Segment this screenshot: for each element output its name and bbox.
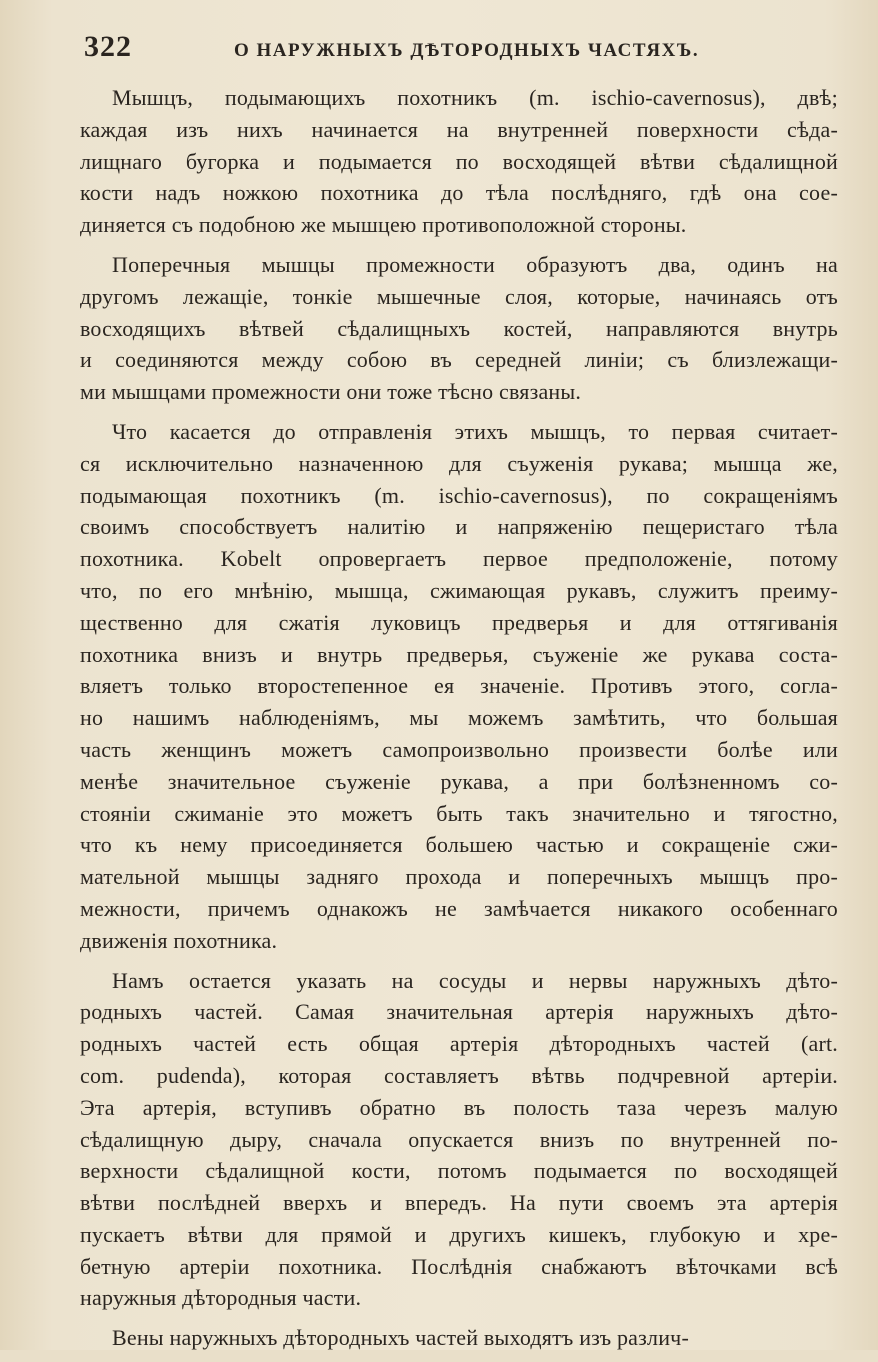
- text-line: Что касается до отправленія этихъ мышцъ, то первая считает-: [112, 418, 838, 444]
- text-line: щественно для сжатія луковицъ предверья и для оттягиванія: [80, 609, 838, 635]
- text-line: сѣдалищную дыру, сначала опускается внизъ по внутренней по-: [80, 1126, 838, 1152]
- page-number: 322: [84, 30, 132, 63]
- text-line: пускаетъ вѣтви для прямой и другихъ кишекъ, глубокую и хре-: [80, 1221, 838, 1247]
- paragraph: [80, 249, 838, 408]
- text-line: восходящихъ вѣтвей сѣдалищныхъ костей, направляются внутрь: [80, 315, 838, 341]
- text-line: Вены наружныхъ дѣтородныхъ частей выходятъ изъ различ-: [112, 1325, 689, 1351]
- text-line: ми мышцами промежности они тоже тѣсно связаны.: [80, 379, 582, 405]
- body-text: [80, 82, 838, 1362]
- text-line: Намъ остается указать на сосуды и нервы наружныхъ дѣто-: [112, 967, 838, 993]
- text-line: другомъ лежащіе, тонкіе мышечные слоя, которые, начинаясь отъ: [80, 283, 838, 309]
- running-title: О НАРУЖНЫХЪ ДѢТОРОДНЫХЪ ЧАСТЯХЪ.: [234, 40, 700, 61]
- paragraph: [80, 82, 838, 241]
- text-line: стояніи сжиманіе это можетъ быть такъ значительно и тягостно,: [80, 800, 838, 826]
- text-line: com. pudenda), которая составляетъ вѣтвь подчревной артеріи.: [80, 1062, 838, 1088]
- text-line: каждая изъ нихъ начинается на внутренней поверхности сѣда-: [80, 116, 838, 142]
- text-line: ся исключительно назначенною для съуженія рукава; мышца же,: [80, 450, 838, 476]
- text-line: но нашимъ наблюденіямъ, мы можемъ замѣтить, что большая: [80, 705, 838, 731]
- text-line: Поперечныя мышцы промежности образуютъ два, одинъ на: [112, 251, 838, 277]
- text-line: похотника внизъ и внутрь предверья, съуженіе же рукава соста-: [80, 641, 838, 667]
- text-line: бетную артеріи похотника. Послѣднія снабжаютъ вѣточками всѣ: [80, 1253, 838, 1279]
- text-line: своимъ способствуетъ налитію и напряженію пещеристаго тѣла: [80, 514, 838, 540]
- paragraph: [80, 1322, 838, 1354]
- text-line: вляетъ только второстепенное ея значеніе. Противъ этого, согла-: [80, 673, 838, 699]
- text-line: и соединяются между собою въ середней линіи; съ близлежащи-: [80, 347, 838, 373]
- text-line: мательной мышцы задняго прохода и поперечныхъ мышцъ про-: [80, 864, 838, 890]
- text-line: Эта артерія, вступивъ обратно въ полость таза черезъ малую: [80, 1094, 838, 1120]
- text-line: кости надъ ножкою похотника до тѣла послѣдняго, гдѣ она сое-: [80, 180, 838, 206]
- page-header: [84, 30, 824, 70]
- paragraph: [80, 416, 838, 957]
- text-line: верхности сѣдалищной кости, потомъ подымается по восходящей: [80, 1158, 838, 1184]
- text-line: наружныя дѣтородныя части.: [80, 1285, 362, 1311]
- text-line: Мышцъ, подымающихъ похотникъ (m. ischio-cavernosus), двѣ;: [112, 85, 838, 110]
- paragraph: [80, 965, 838, 1315]
- text-line: межности, причемъ однакожъ не замѣчается никакого особеннаго: [80, 895, 838, 921]
- text-line: часть женщинъ можетъ самопроизвольно произвести болѣе или: [80, 736, 838, 762]
- text-line: похотника. Kobelt опровергаетъ первое предположеніе, потому: [80, 546, 838, 572]
- text-line: родныхъ частей. Самая значительная артерія наружныхъ дѣто-: [80, 999, 838, 1025]
- text-line: вѣтви послѣдней вверхъ и впередъ. На пути своемъ эта артерія: [80, 1190, 838, 1216]
- text-line: что къ нему присоединяется большею частью и сокращеніе сжи-: [80, 832, 838, 858]
- text-line: менѣе значительное съуженіе рукава, а при болѣзненномъ со-: [80, 768, 838, 794]
- text-line: что, по его мнѣнію, мышца, сжимающая рукавъ, служитъ преиму-: [80, 577, 838, 603]
- text-line: подымающая похотникъ (m. ischio-cavernosus), по сокращеніямъ: [80, 482, 838, 508]
- text-line: родныхъ частей есть общая артерія дѣтородныхъ частей (art.: [80, 1031, 838, 1057]
- text-line: диняется съ подобною же мышцею противоположной стороны.: [80, 212, 687, 238]
- text-line: движенія похотника.: [80, 927, 278, 953]
- text-line: лищнаго бугорка и подымается по восходящей вѣтви сѣдалищной: [80, 148, 838, 174]
